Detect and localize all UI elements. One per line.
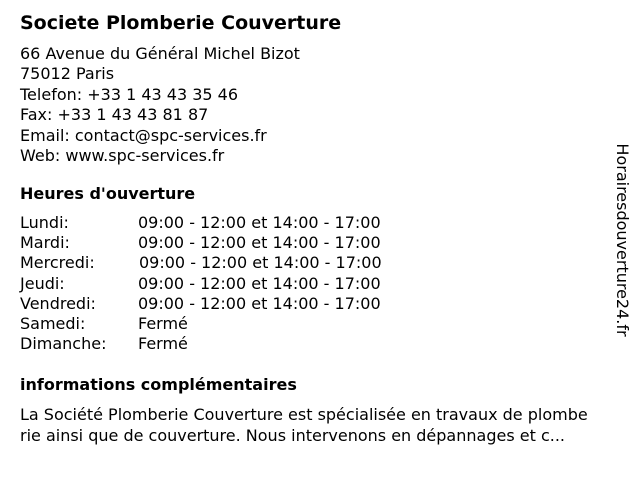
day-hours: 09:00 - 12:00 et 14:00 - 17:00 xyxy=(139,253,382,273)
day-hours: Fermé xyxy=(138,313,188,333)
day-hours: 09:00 - 12:00 et 14:00 - 17:00 xyxy=(138,293,381,313)
business-description xyxy=(20,404,630,446)
day-label: Vendredi: xyxy=(20,293,96,313)
day-hours: 09:00 - 12:00 et 14:00 - 17:00 xyxy=(138,273,381,293)
address-city: 75012 Paris xyxy=(20,64,115,84)
contact-block xyxy=(20,44,300,166)
site-watermark: Horairesdouverture24.fr xyxy=(613,143,632,337)
description-line: rie ainsi que de couverture. Nous intervenons en dépannages et c... xyxy=(20,426,565,445)
day-label: Mercredi: xyxy=(20,253,95,273)
day-label: Samedi: xyxy=(20,313,86,333)
day-label: Dimanche: xyxy=(20,334,107,354)
opening-hours-heading: Heures d'ouverture xyxy=(20,184,196,203)
day-label: Jeudi: xyxy=(20,273,65,293)
day-hours: 09:00 - 12:00 et 14:00 - 17:00 xyxy=(138,233,381,253)
day-label: Mardi: xyxy=(20,233,70,253)
business-name: Societe Plomberie Couverture xyxy=(20,12,342,34)
address-street: 66 Avenue du Général Michel Bizot xyxy=(20,44,300,63)
description-line: La Société Plomberie Couverture est spécialisée en travaux de plombe xyxy=(20,405,588,424)
additional-info-heading: informations complémentaires xyxy=(20,375,297,394)
website-address: Web: www.spc-services.fr xyxy=(20,145,225,165)
day-label: Lundi: xyxy=(20,213,69,232)
day-hours: 09:00 - 12:00 et 14:00 - 17:00 xyxy=(138,213,381,232)
day-hours: Fermé xyxy=(138,334,188,354)
fax-number: Fax: +33 1 43 43 81 87 xyxy=(20,105,209,125)
email-address: Email: contact@spc-services.fr xyxy=(20,125,267,145)
phone-number: Telefon: +33 1 43 43 35 46 xyxy=(20,84,239,104)
